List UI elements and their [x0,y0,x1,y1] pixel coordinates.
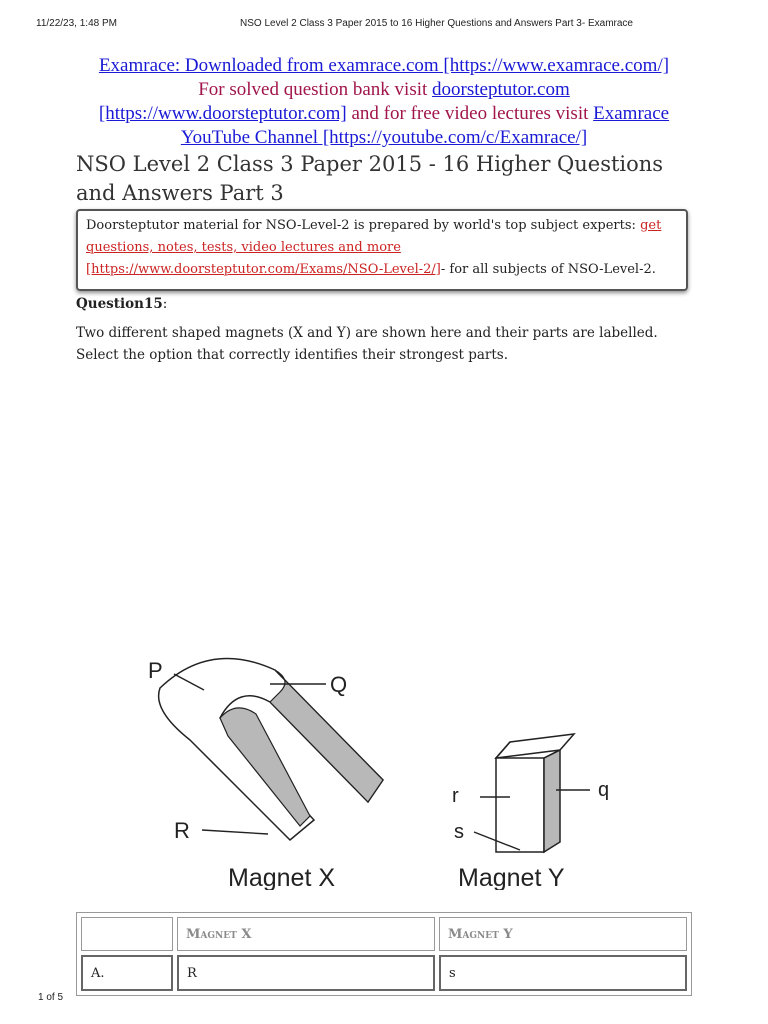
label-q-small: q [598,779,610,801]
label-r-small: r [452,785,459,807]
banner-text-video: and for free video lectures visit [346,103,594,124]
magnet-y-drawing [474,734,590,852]
header-magnet-x: Magnet X [177,917,435,951]
label-p: P [148,658,163,683]
page-title: NSO Level 2 Class 3 Paper 2015 - 16 Higher Questions and Answers Part 3 [76,152,664,205]
banner-text-solved: For solved question bank visit [198,79,433,100]
label-s-small: s [454,821,464,843]
question-colon: : [162,296,168,312]
notice-suffix: - for all subjects of NSO-Level-2. [440,262,656,277]
page-number: 1 of 5 [38,992,64,1003]
print-header [0,14,768,30]
question-number: Question15 [76,296,163,312]
print-page-title: NSO Level 2 Class 3 Paper 2015 to 16 Higher Questions and Answers Part 3- Examrace [240,18,633,29]
answer-options-table [76,912,692,996]
option-magnet-x: R [177,955,435,991]
youtube-channel-link[interactable]: YouTube Channel [https://youtube.com/c/Examrace/] [180,127,588,148]
table-row [81,955,687,991]
magnet-x-drawing [159,658,383,840]
magnet-y-caption: Magnet Y [458,864,565,890]
notice-text: Doorsteptutor material for NSO-Level-2 is prepared by world's top subject experts: [86,218,641,233]
option-letter: A. [81,955,173,991]
notice-link[interactable]: get questions, notes, tests, video lectures and more [https://www.doorsteptutor.com/Exams/NSO-Level-2/] [86,218,662,277]
header-option [81,917,173,951]
magnet-x-caption: Magnet X [228,864,336,890]
notice-box [76,209,688,291]
magnet-figure [140,640,620,890]
label-r: R [174,818,190,843]
examrace-link[interactable]: Examrace: Downloaded from examrace.com [https://www.examrace.com/] [98,55,670,76]
examrace-youtube-link-start[interactable]: Examrace [593,103,670,124]
print-date: 11/22/23, 1:48 PM [36,18,117,29]
question-text: Two different shaped magnets (X and Y) are shown here and their parts are labelled. Select the option that correctly identifies their strongest parts. [76,325,658,363]
header-magnet-y: Magnet Y [439,917,687,951]
option-magnet-y: s [439,955,687,991]
question-label [76,296,167,312]
doorsteptutor-url-link[interactable]: [https://www.doorsteptutor.com] [98,103,347,124]
doorsteptutor-link[interactable]: doorsteptutor.com [432,79,570,100]
table-header-row [81,917,687,951]
label-q: Q [330,672,348,697]
source-banner [76,54,692,150]
